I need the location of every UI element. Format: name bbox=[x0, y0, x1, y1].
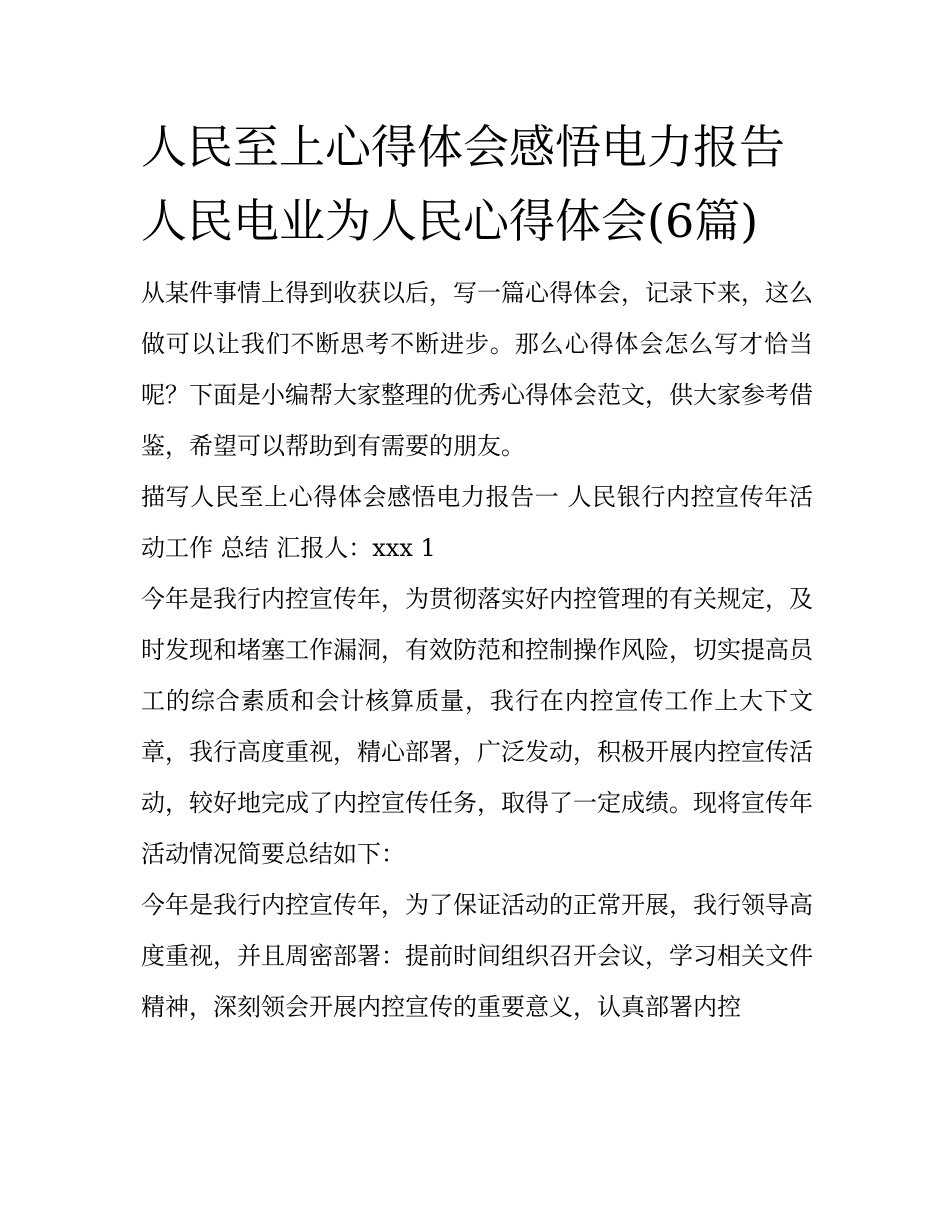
paragraph-body-1: 今年是我行内控宣传年，为贯彻落实好内控管理的有关规定，及时发现和堵塞工作漏洞，有效防范和控制操作风险，切实提高员工的综合素质和会计核算质量，我行在内控宣传工作上大下文章，我行高度重视，精心部署，广泛发动，积极开展内控宣传活动，较好地完成了内控宣传任务，取得了一定成绩。现将宣传年活动情况简要总结如下： bbox=[141, 585, 813, 868]
document-body bbox=[141, 268, 813, 1033]
document-content bbox=[141, 110, 813, 1033]
paragraph-body-2: 今年是我行内控宣传年，为了保证活动的正常开展，我行领导高度重视，并且周密部署：提前时间组织召开会议，学习相关文件精神，深刻领会开展内控宣传的重要意义，认真部署内控 bbox=[141, 891, 813, 1021]
paragraph-section-heading: 描写人民至上心得体会感悟电力报告一 人民银行内控宣传年活动工作 总结 汇报人：xxx 1 bbox=[141, 483, 813, 562]
paragraph-intro: 从某件事情上得到收获以后，写一篇心得体会，记录下来，这么做可以让我们不断思考不断进步。那么心得体会怎么写才恰当呢？下面是小编帮大家整理的优秀心得体会范文，供大家参考借鉴，希望可以帮助到有需要的朋友。 bbox=[141, 279, 813, 460]
document-title: 人民至上心得体会感悟电力报告 人民电业为人民心得体会(6篇) bbox=[141, 120, 785, 248]
